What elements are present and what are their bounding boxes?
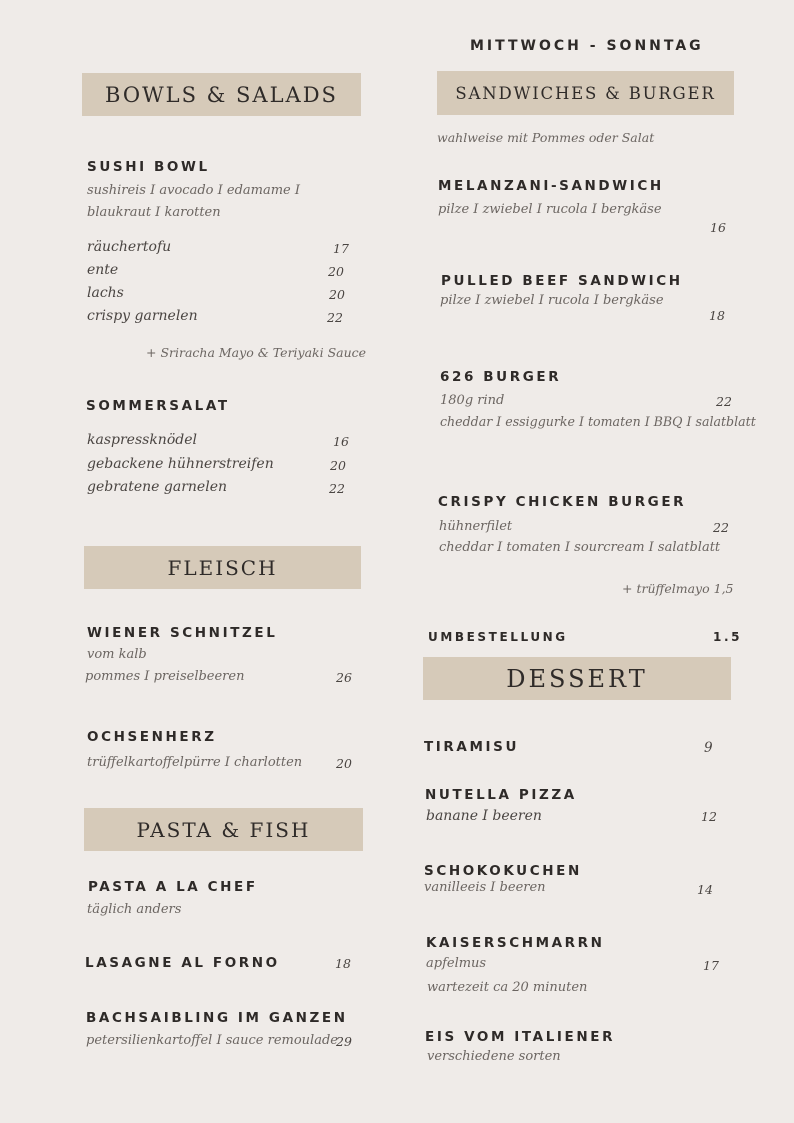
dish-title-kaiserschmarrn: KAISERSCHMARRN <box>426 935 605 951</box>
dish-desc-kaiserschmarrn: apfelmus <box>426 956 487 971</box>
dish-title-pasta-chef: PASTA A LA CHEF <box>88 879 258 895</box>
umbestellung-label: UMBESTELLUNG <box>428 630 568 644</box>
section-banner-bowls <box>82 73 361 116</box>
dish-desc-nutella-pizza: banane I beeren <box>426 808 542 824</box>
dish-price-nutella-pizza: 12 <box>701 809 717 824</box>
option-price: 20 <box>330 458 346 473</box>
option-label: kaspressknödel <box>87 432 197 448</box>
sandwich-side-note: wahlweise mit Pommes oder Salat <box>437 130 655 145</box>
dish-title-melanzani: MELANZANI-SANDWICH <box>438 178 664 194</box>
dish-price-schokokuchen: 14 <box>697 882 713 897</box>
option-price: 17 <box>333 241 349 256</box>
dish-desc-chicken-1: hühnerfilet <box>439 519 513 534</box>
dish-price-tiramisu: 9 <box>704 740 713 756</box>
dish-price-lasagne: 18 <box>335 956 351 971</box>
section-heading-fleisch: FLEISCH <box>167 555 278 580</box>
section-banner-sandwiches <box>437 71 734 115</box>
dish-desc-schnitzel-2: pommes I preiselbeeren <box>85 669 245 684</box>
dish-desc-pasta-chef: täglich anders <box>87 902 182 917</box>
option-price: 22 <box>327 310 343 325</box>
dish-title-ochsenherz: OCHSENHERZ <box>87 729 217 745</box>
dish-desc-burger-1: 180g rind <box>440 393 505 408</box>
dish-title-bachsaibling: BACHSAIBLING IM GANZEN <box>86 1010 348 1026</box>
section-heading-dessert: DESSERT <box>506 664 648 693</box>
dish-title-sommersalat: SOMMERSALAT <box>86 398 230 414</box>
dish-price-626-burger: 22 <box>716 394 732 409</box>
dish-desc-schnitzel-1: vom kalb <box>87 647 147 662</box>
option-label: lachs <box>87 285 124 301</box>
section-heading-sandwiches: SANDWICHES & BURGER <box>455 83 716 103</box>
section-heading-pasta: PASTA & FISH <box>136 817 311 842</box>
option-price: 20 <box>328 264 344 279</box>
dish-price-bachsaibling: 29 <box>336 1034 352 1049</box>
dish-desc-eis: verschiedene sorten <box>427 1049 561 1064</box>
option-label: ente <box>87 262 119 278</box>
section-banner-fleisch <box>84 546 361 589</box>
dish-title-nutella-pizza: NUTELLA PIZZA <box>425 787 577 803</box>
dish-title-tiramisu: TIRAMISU <box>424 739 520 755</box>
option-label: räuchertofu <box>87 239 172 255</box>
dish-desc-chicken-2: cheddar I tomaten I sourcream I salatblatt <box>439 540 721 555</box>
section-heading-bowls: BOWLS & SALADS <box>105 82 338 107</box>
dish-price-schnitzel: 26 <box>336 670 352 685</box>
option-price: 22 <box>329 481 345 496</box>
option-price: 20 <box>329 287 345 302</box>
dish-desc-burger-2: cheddar I essiggurke I tomaten I BBQ I salatblatt <box>440 414 756 429</box>
dish-title-crispy-chicken: CRISPY CHICKEN BURGER <box>438 494 687 510</box>
dish-title-eis-vom-italiener: EIS VOM ITALIENER <box>425 1029 616 1045</box>
dish-title-pulled-beef: PULLED BEEF SANDWICH <box>441 273 683 289</box>
dish-desc-sushi-2: blaukraut I karotten <box>87 205 221 220</box>
option-label: gebackene hühnerstreifen <box>87 456 274 472</box>
umbestellung-price: 1.5 <box>713 630 743 644</box>
dish-title-lasagne: LASAGNE AL FORNO <box>85 955 280 971</box>
dish-price-pulled-beef: 18 <box>709 308 725 323</box>
dish-desc-bachsaibling: petersilienkartoffel I sauce remoulade <box>86 1033 338 1048</box>
option-label: gebratene garnelen <box>87 479 227 495</box>
option-label: crispy garnelen <box>87 308 198 324</box>
dish-price-kaiserschmarrn: 17 <box>703 958 719 973</box>
dish-title-sushi-bowl: SUSHI BOWL <box>87 159 210 175</box>
dish-desc-melanzani: pilze I zwiebel I rucola I bergkäse <box>438 202 662 217</box>
dish-desc-pulled-beef: pilze I zwiebel I rucola I bergkäse <box>440 293 664 308</box>
section-banner-pasta <box>84 808 363 851</box>
dish-price-crispy-chicken: 22 <box>713 520 729 535</box>
dish-title-wiener-schnitzel: WIENER SCHNITZEL <box>87 625 278 641</box>
dish-desc-ochsenherz: trüffelkartoffelpürre I charlotten <box>87 755 303 770</box>
dish-desc-schokokuchen: vanilleeis I beeren <box>424 880 546 895</box>
days-header: MITTWOCH - SONNTAG <box>470 38 704 54</box>
dish-price-melanzani: 16 <box>710 220 726 235</box>
chicken-extra-note: + trüffelmayo 1,5 <box>622 581 734 596</box>
option-price: 16 <box>333 434 349 449</box>
dish-price-ochsenherz: 20 <box>336 756 352 771</box>
section-banner-dessert <box>423 657 731 700</box>
dish-title-schokokuchen: SCHOKOKUCHEN <box>424 863 582 879</box>
sauce-note: + Sriracha Mayo & Teriyaki Sauce <box>146 345 367 360</box>
dish-title-626-burger: 626 BURGER <box>440 369 562 385</box>
dish-desc-sushi-1: sushireis I avocado I edamame I <box>87 183 301 198</box>
kaiserschmarrn-wait-note: wartezeit ca 20 minuten <box>427 980 588 995</box>
